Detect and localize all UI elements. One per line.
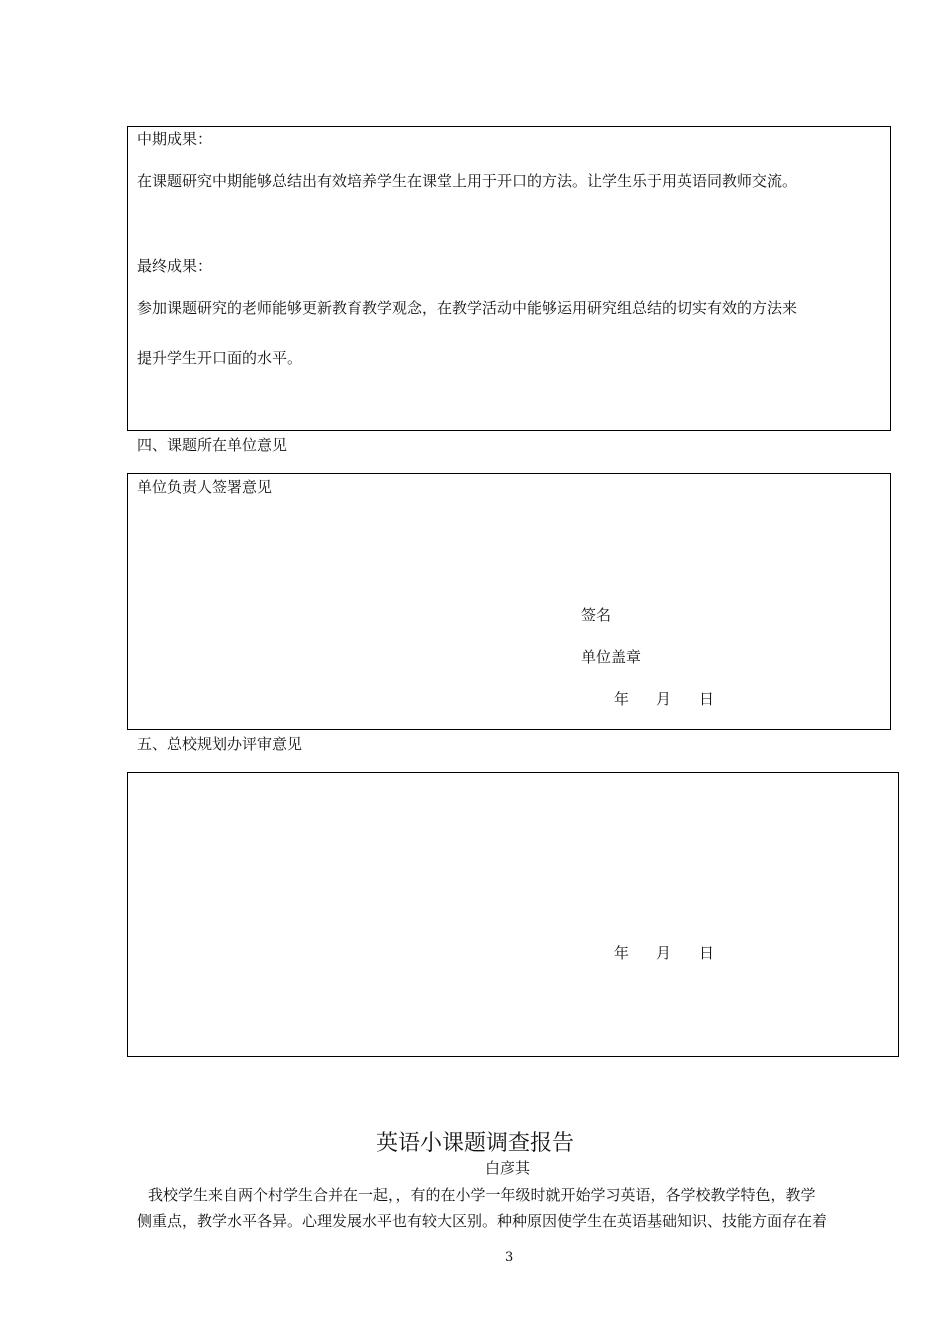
review-opinion-box — [127, 772, 899, 1057]
unit-opinion-label: 单位负责人签署意见 — [137, 478, 273, 496]
page-number: 3 — [505, 1250, 514, 1265]
seal-label: 单位盖章 — [581, 648, 642, 666]
report-title: 英语小课题调查报告 — [376, 1131, 575, 1156]
review-date-year: 年 — [614, 944, 630, 962]
unit-opinion-box — [127, 473, 891, 730]
final-text-line2: 提升学生开口面的水平。 — [137, 349, 303, 367]
section5-heading: 五、总校规划办评审意见 — [137, 735, 303, 753]
report-author: 白彦其 — [485, 1159, 531, 1177]
sign-label: 签名 — [581, 606, 612, 624]
final-label: 最终成果： — [137, 257, 213, 275]
report-paragraph-line2: 侧重点，教学水平各异。心理发展水平也有较大区别。种种原因使学生在英语基础知识、技能方面存在着 — [137, 1212, 828, 1230]
midterm-label: 中期成果： — [137, 130, 213, 148]
midterm-text: 在课题研究中期能够总结出有效培养学生在课堂上用于开口的方法。让学生乐于用英语同教师交流。 — [137, 172, 798, 190]
section4-heading: 四、课题所在单位意见 — [137, 436, 288, 454]
unit-date-year: 年 — [614, 690, 630, 708]
unit-date-month: 月 — [656, 690, 672, 708]
report-paragraph-line1: 我校学生来自两个村学生合并在一起，，有的在小学一年级时就开始学习英语，各学校教学特色，教学 — [148, 1186, 816, 1204]
review-date-day: 日 — [699, 944, 715, 962]
final-text-line1: 参加课题研究的老师能够更新教育教学观念，在教学活动中能够运用研究组总结的切实有效的方法来 — [137, 299, 798, 317]
unit-date-day: 日 — [699, 690, 715, 708]
review-date-month: 月 — [656, 944, 672, 962]
